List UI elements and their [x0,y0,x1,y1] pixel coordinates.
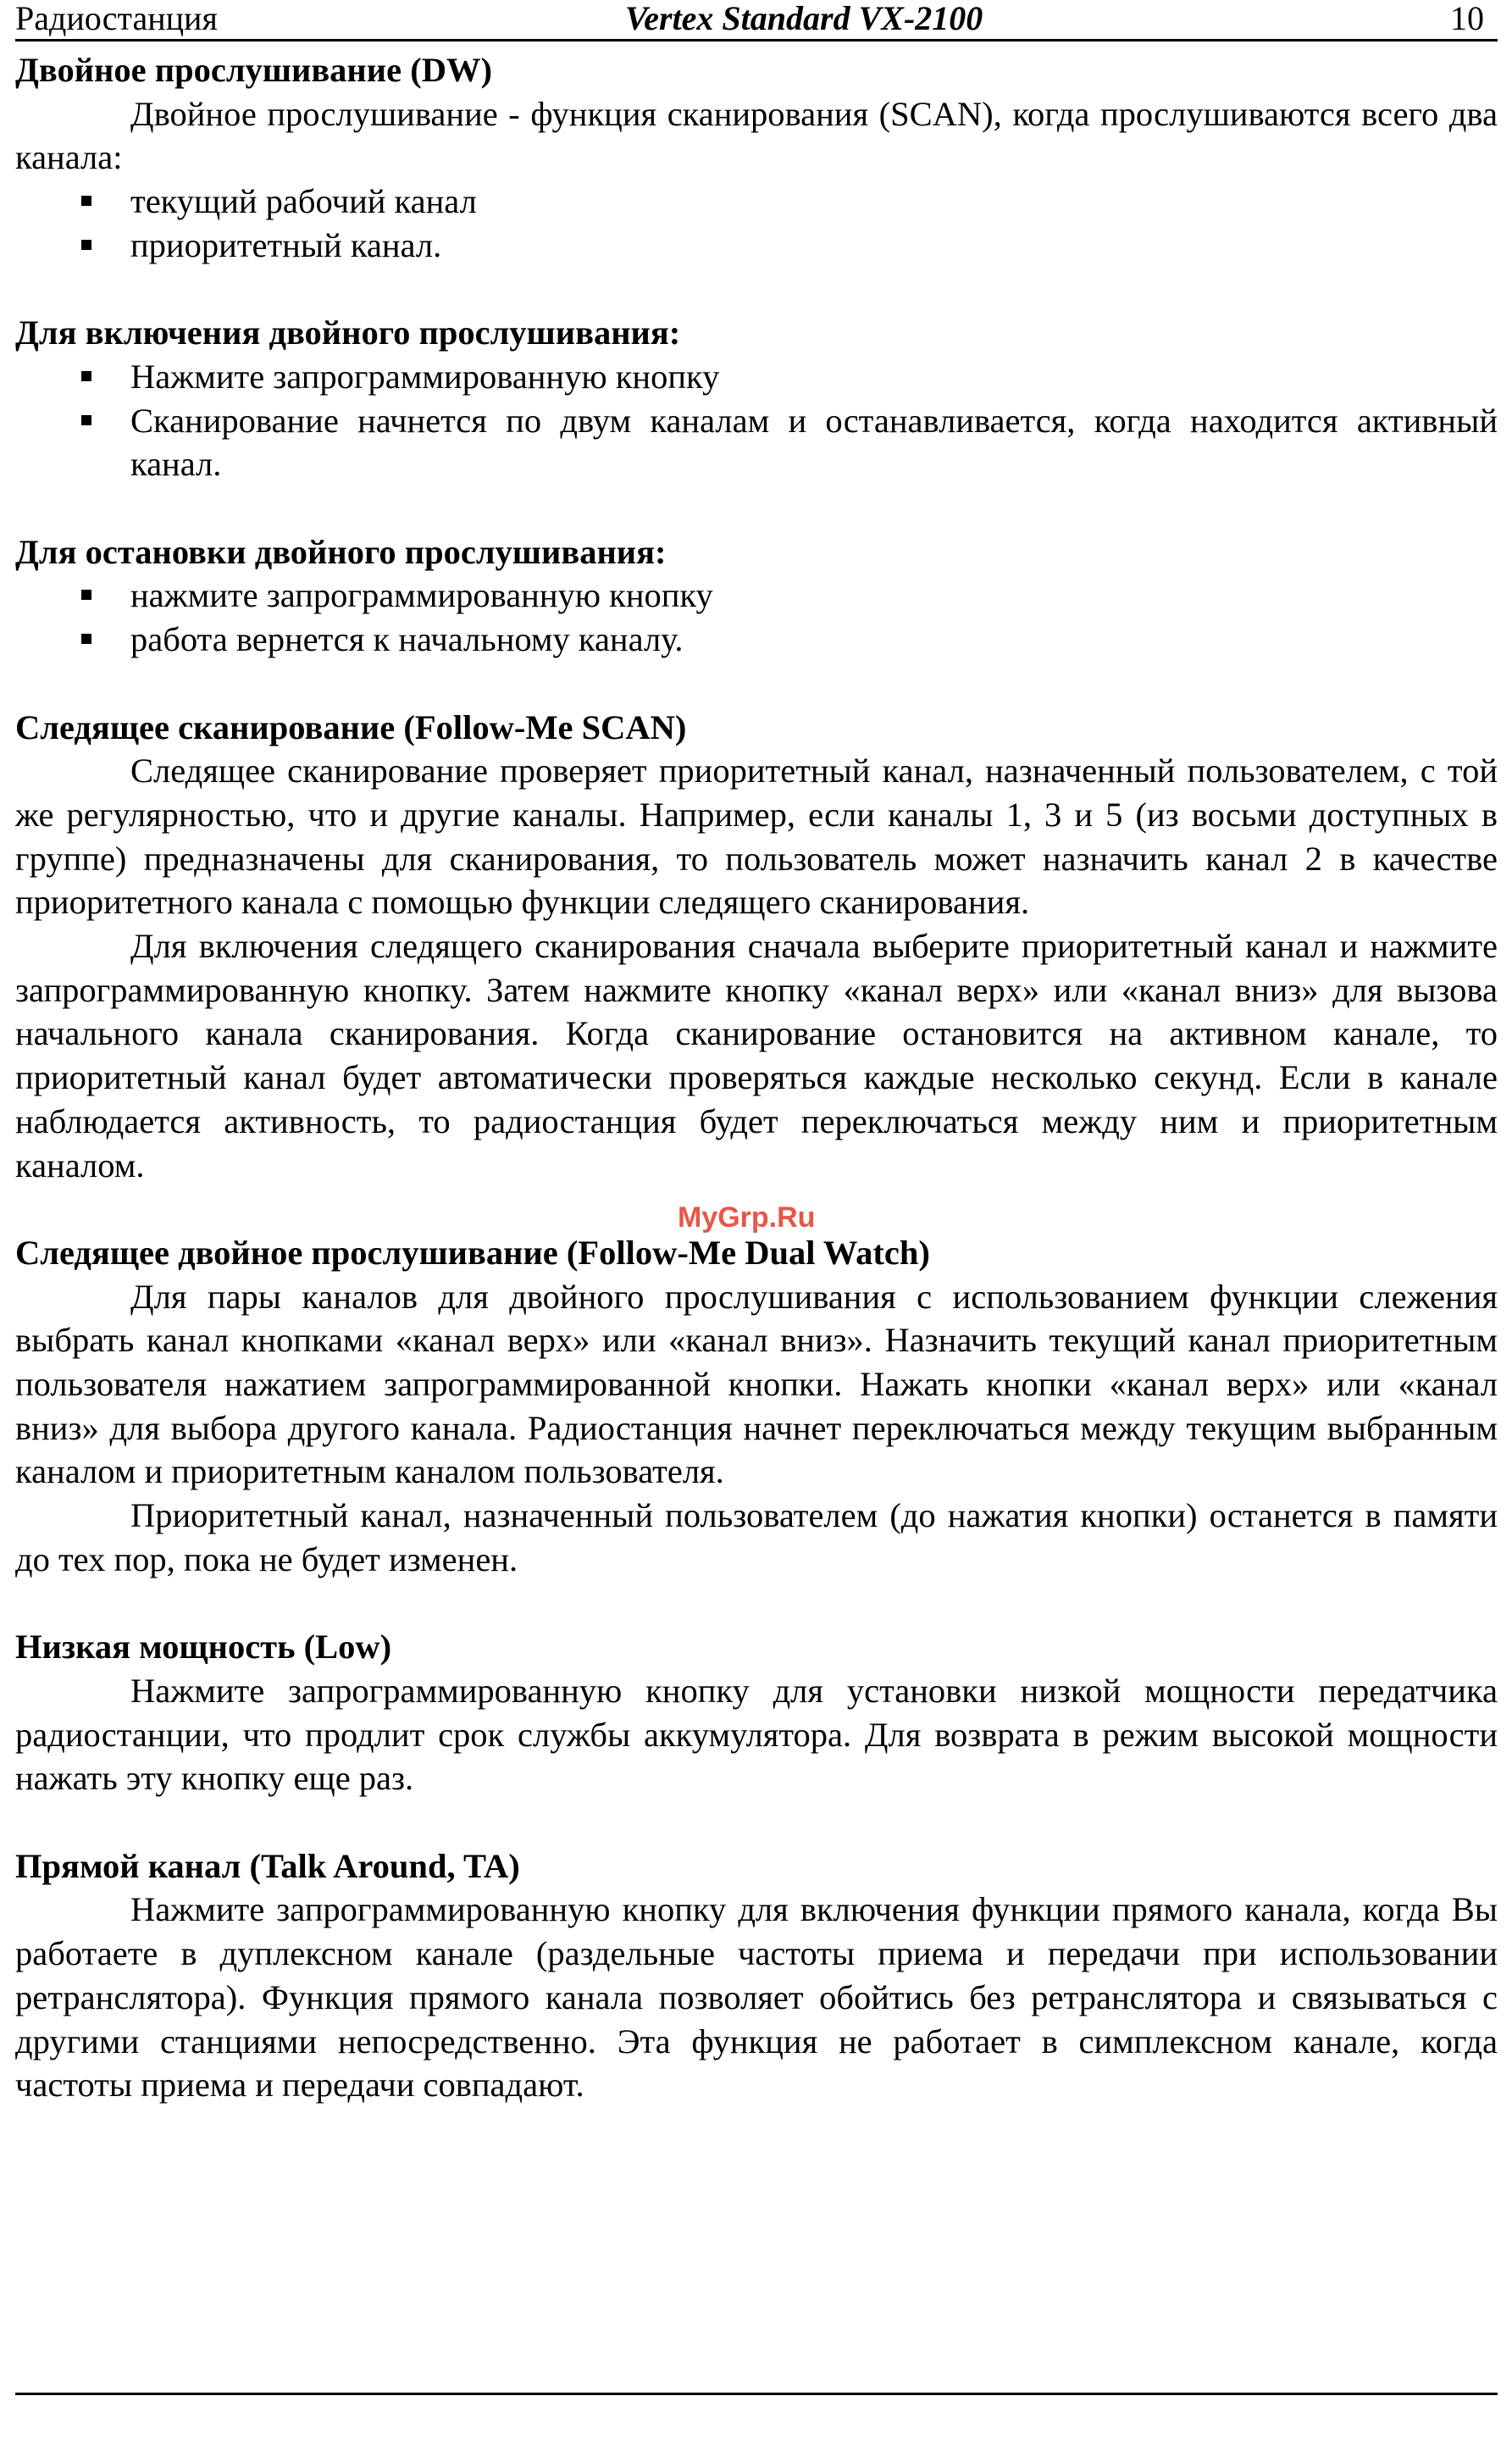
bullet-icon [81,196,91,206]
bullet-list [15,355,1498,486]
section-heading: Низкая мощность (Low) [15,1628,392,1667]
page-header [15,0,1498,42]
bullet-icon [81,240,91,250]
paragraph: Нажмите запрограммированную кнопку для установки низкой мощности передатчика радиостанции, что продлит срок службы аккумулятора. Для возврата в режим высокой мощности нажать эту кнопку еще раз. [15,1671,1498,1798]
section-heading: Следящее двойное прослушивание (Follow-Me Dual Watch) [15,1233,930,1272]
bullet-icon [81,590,91,600]
section-low-power [15,1625,1498,1800]
list-item-text: работа вернется к начальному каналу. [130,620,684,659]
paragraph: Двойное прослушивание - функция сканирования (SCAN), когда прослушиваются всего два канала: [15,94,1498,177]
paragraph: Приоритетный канал, назначенный пользователем (до нажатия кнопки) останется в памяти до тех пор, пока не будет изменен. [15,1496,1498,1578]
paragraph: Для включения следящего сканирования сначала выберите приоритетный канал и нажмите запрограммированную кнопку. Затем нажмите кнопку «канал верх» или «канал вниз» для вызова начального канала сканирования. Когда сканирование остановится на активном канале, то приоритетный канал будет автоматически проверяться каждые несколько секунд. Если в канале наблюдается активность, то радиостанция будет переключаться между ним и приоритетным каналом. [15,927,1498,1184]
document-page [15,0,1498,2107]
section-dual-watch-off [15,530,1498,662]
section-heading: Следящее сканирование (Follow-Me SCAN) [15,707,687,746]
section-heading: Двойное прослушивание (DW) [15,51,492,89]
section-follow-me-dual-watch [15,1231,1498,1582]
section-heading: Для остановки двойного прослушивания: [15,532,667,571]
header-title: Радиостанция [15,0,218,37]
section-talk-around [15,1844,1498,2107]
bullet-icon [81,634,91,644]
list-item [15,399,1498,486]
list-item [15,180,1498,224]
list-item-text: нажмите запрограммированную кнопку [130,576,713,615]
section-heading: Прямой канал (Talk Around, TA) [15,1846,520,1885]
paragraph: Следящее сканирование проверяет приоритетный канал, назначенный пользователем, с той же регулярностью, что и другие каналы. Например, если каналы 1, 3 и 5 (из восьми доступных в группе) предназначены для сканирования, то пользователь может назначить канал 2 в качестве приоритетного канала с помощью функции следящего сканирования. [15,752,1498,922]
section-follow-me-scan [15,706,1498,1188]
list-item-text: текущий рабочий канал [130,182,477,221]
list-item [15,355,1498,399]
paragraph: Для пары каналов для двойного прослушивания с использованием функции слежения выбрать канал кнопками «канал верх» или «канал вниз». Назначить текущий канал приоритетным пользователя нажатием запрограммированной кнопки. Нажать кнопки «канал верх» или «канал вниз» для выбора другого канала. Радиостанция начнет переключаться между текущим выбранным каналом и приоритетным каналом пользователя. [15,1277,1498,1491]
list-item-text: приоритетный канал. [130,225,442,264]
bullet-list [15,574,1498,661]
header-model: Vertex Standard VX-2100 [625,0,983,37]
section-heading: Для включения двойного прослушивания: [15,313,681,352]
watermark: MyGrp.Ru [678,1201,816,1234]
footer-rule [15,2393,1498,2395]
list-item-text: Нажмите запрограммированную кнопку [130,357,720,396]
list-item [15,618,1498,662]
bullet-list [15,180,1498,267]
bullet-icon [81,415,91,425]
bullet-icon [81,371,91,381]
page-number: 10 [1450,0,1484,37]
page-content [15,48,1498,2107]
paragraph: Нажмите запрограммированную кнопку для включения функции прямого канала, когда Вы работаете в дуплексном канале (раздельные частоты приема и передачи при использовании ретранслятора). Функция прямого канала позволяет обойтись без ретранслятора и связываться с другими станциями непосредственно. Эта функция не работает в симплексном канале, когда частоты приема и передачи совпадают. [15,1890,1498,2105]
list-item-text: Сканирование начнется по двум каналам и останавливается, когда находится активный канал. [130,401,1498,484]
list-item [15,224,1498,268]
section-dual-watch [15,48,1498,268]
list-item [15,574,1498,618]
section-dual-watch-on [15,311,1498,486]
